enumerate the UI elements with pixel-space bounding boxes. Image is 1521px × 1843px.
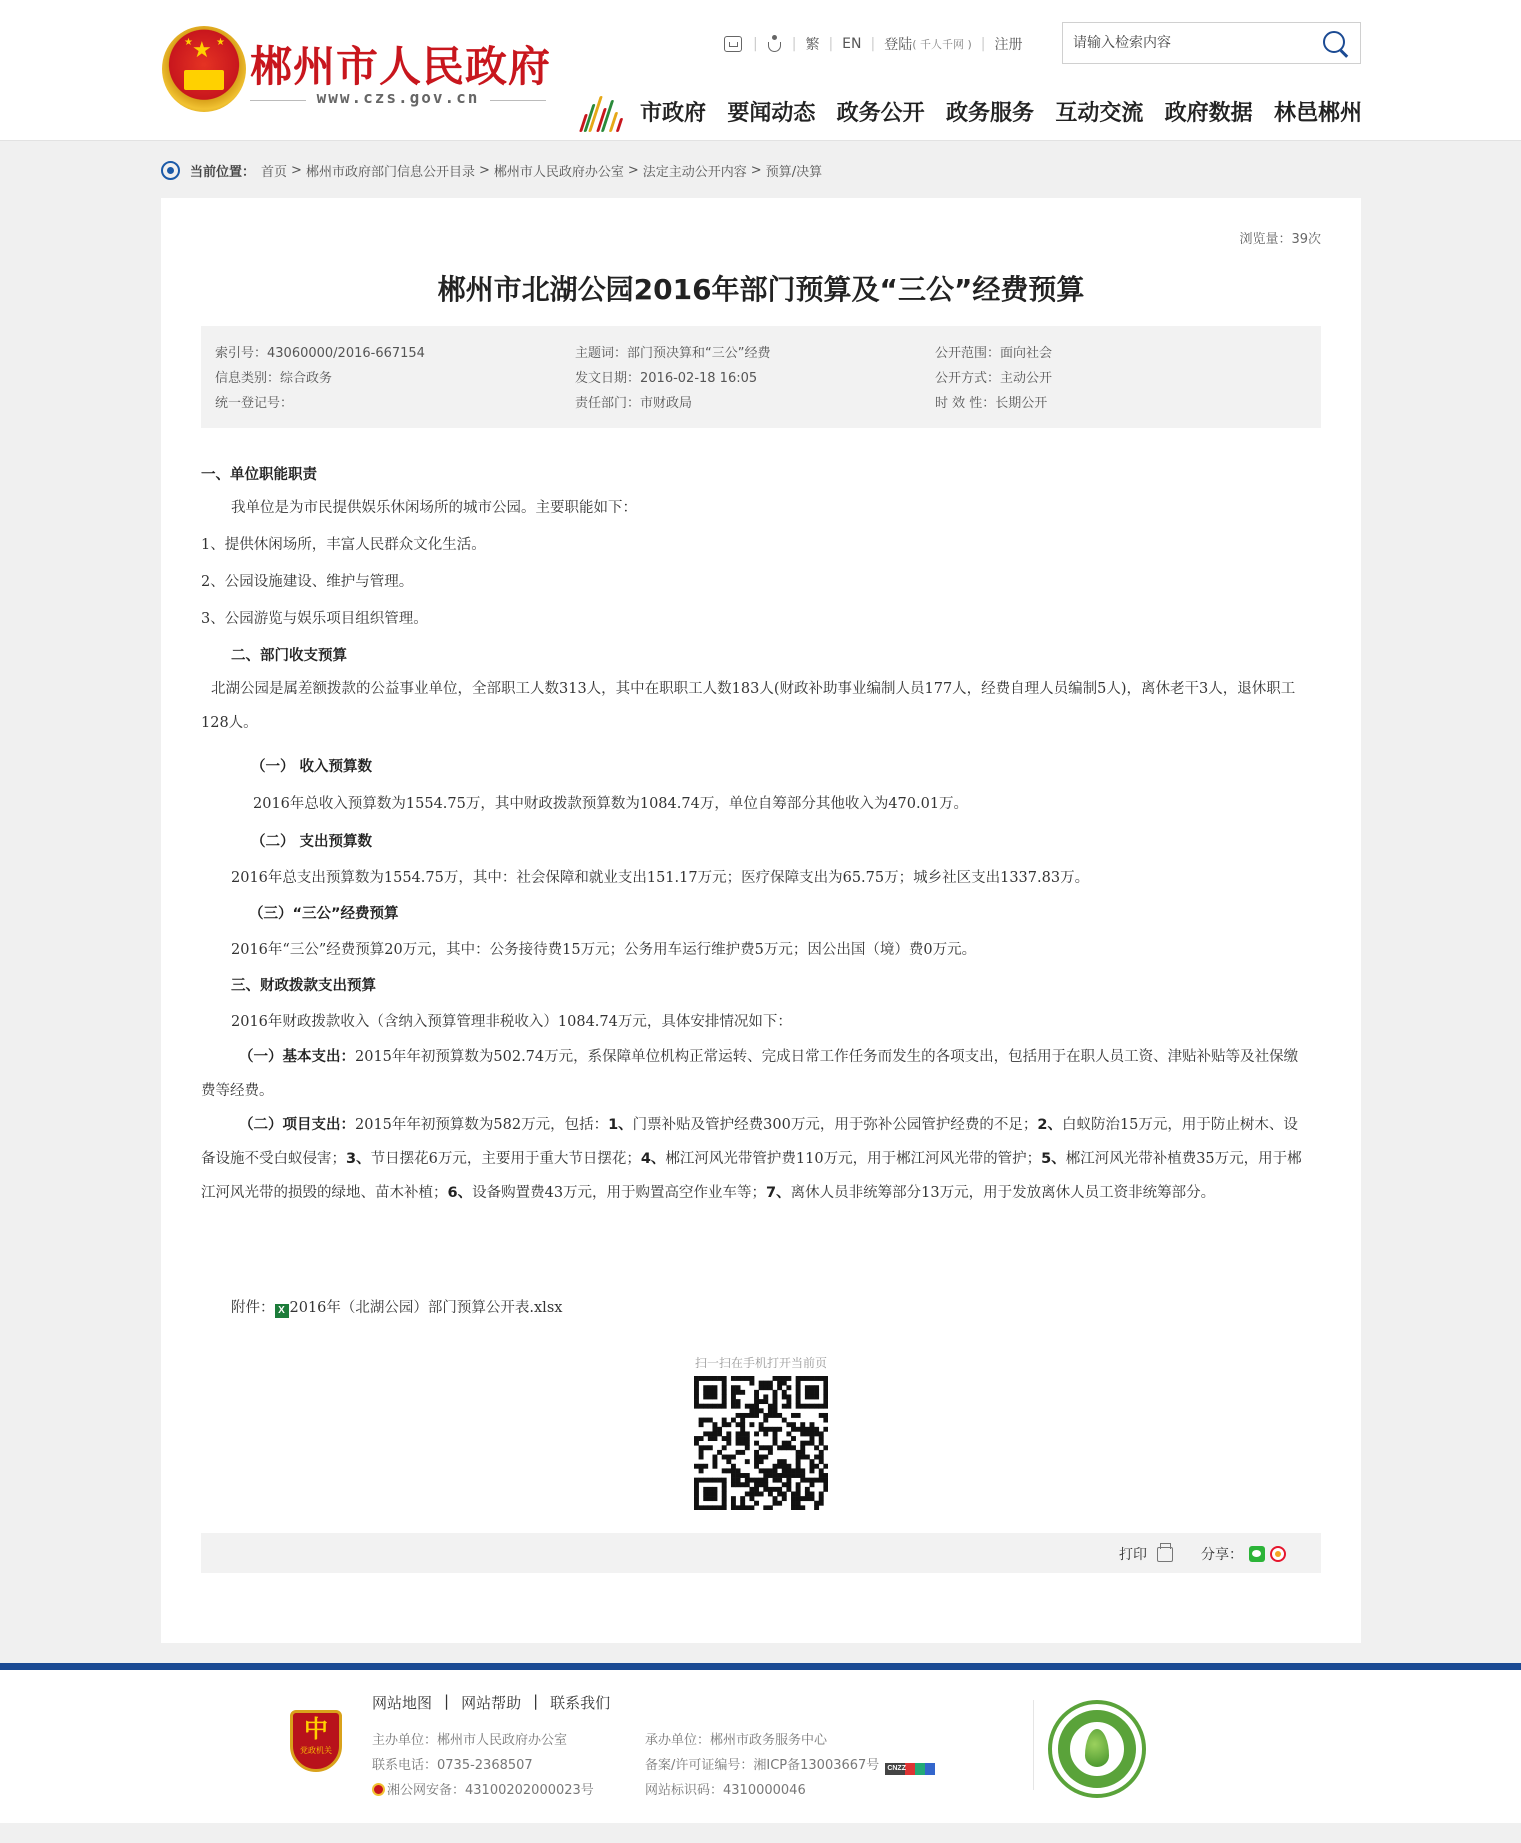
- footer-divider: [0, 1663, 1521, 1670]
- share-area: [1201, 1544, 1286, 1564]
- nav-item-news[interactable]: 要闻动态: [727, 101, 816, 126]
- meta-scope: 公开范围：面向社会: [935, 346, 1053, 361]
- nav-item-disclosure[interactable]: 政务公开: [836, 101, 925, 126]
- article-card: [161, 198, 1361, 1643]
- breadcrumb-label: 当前位置：: [190, 164, 256, 180]
- login-label: 登陆: [884, 37, 913, 53]
- breadcrumb: 当前位置： 首页 > 郴州市政府部门信息公开目录 > 郴州市人民政府办公室 > 法定主动公开内容 > 预算/决算: [161, 160, 822, 180]
- footer-police[interactable]: 湘公网安备：43100202000023号: [372, 1779, 594, 1798]
- qr-label: 扫一扫在手机打开当前页: [694, 1356, 827, 1370]
- meta-method: 公开方式：主动公开: [935, 371, 1053, 386]
- excel-file-icon: X: [275, 1304, 289, 1318]
- search-input[interactable]: [1063, 23, 1313, 63]
- paragraph: 2、公园设施建设、维护与管理。: [201, 574, 414, 590]
- national-emblem-logo[interactable]: ★ ★ ★: [162, 26, 246, 112]
- attachment-link[interactable]: 2016年（北湖公园）部门预算公开表.xlsx: [289, 1300, 563, 1316]
- footer-site-code: 网站标识码：4310000046: [645, 1783, 806, 1798]
- site-footer: [0, 1670, 1521, 1823]
- top-links: | | 繁 | EN | 登陆 ( 千人千网 ) | 注册: [724, 34, 1023, 54]
- main-nav: [640, 96, 1362, 127]
- section-heading: 二、部门收支预算: [231, 648, 347, 664]
- breadcrumb-directory[interactable]: 郴州市政府部门信息公开目录: [305, 164, 475, 180]
- footer-link-contact[interactable]: 联系我们: [550, 1694, 611, 1712]
- cnzz-icon[interactable]: CNZZ: [885, 1763, 935, 1775]
- nav-item-government[interactable]: 市政府: [640, 101, 707, 126]
- footer-organizer: 承办单位：郴州市政务服务中心: [645, 1733, 828, 1748]
- meta-category: 信息类别：综合政务: [215, 371, 333, 386]
- paragraph: 2016年总支出预算数为1554.75万，其中：社会保障和就业支出151.17万元；医疗保障支出为65.75万；城乡社区支出1337.83万。: [231, 870, 1090, 886]
- footer-host: 主办单位：郴州市人民政府办公室: [372, 1733, 568, 1748]
- location-pin-icon: [161, 161, 180, 180]
- nav-item-data[interactable]: 政府数据: [1164, 101, 1253, 126]
- meta-keywords: 主题词：部门预决算和“三公”经费: [575, 346, 771, 361]
- paragraph: 2016年财政拨款收入（含纳入预算管理非税收入）1084.74万元，具体安排情况如下：: [231, 1014, 792, 1030]
- paragraph: 3、公园游览与娱乐项目组织管理。: [201, 611, 428, 627]
- footer-links: 网站地图 | 网站帮助 | 联系我们: [372, 1692, 611, 1712]
- printer-icon: [1157, 1547, 1173, 1562]
- paragraph: 2016年“三公”经费预算20万元，其中：公务接待费15万元；公务用车运行维护费5万元；因公出国（境）费0万元。: [231, 942, 977, 958]
- site-title[interactable]: 郴州市人民政府: [250, 42, 552, 91]
- subsection-heading: （二） 支出预算数: [251, 834, 373, 850]
- qr-code: [694, 1376, 828, 1510]
- traditional-chinese-link[interactable]: 繁: [805, 37, 820, 53]
- attachment-label: 附件：: [231, 1300, 275, 1316]
- english-link[interactable]: EN: [842, 36, 862, 52]
- breadcrumb-office[interactable]: 郴州市人民政府办公室: [493, 164, 624, 180]
- footer-link-sitemap[interactable]: 网站地图: [372, 1694, 433, 1712]
- civilized-website-badge[interactable]: [1048, 1700, 1146, 1798]
- footer-phone: 联系电话：0735-2368507: [372, 1758, 533, 1773]
- barrier-free-icon[interactable]: [724, 36, 742, 52]
- search-box: [1062, 22, 1361, 64]
- meta-dept: 责任部门：市财政局: [575, 396, 693, 411]
- footer-icp[interactable]: 备案/许可证编号：湘ICP备13003667号 CNZZ: [645, 1754, 935, 1775]
- paragraph: 2016年总收入预算数为1554.75万，其中财政拨款预算数为1084.74万，单位自筹部分其他收入为470.01万。: [253, 796, 969, 812]
- meta-validity: 时 效 性：长期公开: [935, 396, 1048, 411]
- login-sub-label: ( 千人千网 ): [912, 38, 972, 51]
- share-label: 分享：: [1201, 1547, 1243, 1563]
- paragraph: 我单位是为市民提供娱乐休闲场所的城市公园。主要职能如下：: [231, 500, 637, 516]
- register-link[interactable]: 注册: [994, 37, 1023, 53]
- subsection-heading: （一） 收入预算数: [251, 759, 373, 775]
- nav-item-services[interactable]: 政务服务: [945, 101, 1034, 126]
- meta-reg-no: 统一登记号：: [215, 396, 294, 411]
- site-header: [0, 0, 1521, 141]
- footer-link-help[interactable]: 网站帮助: [461, 1694, 522, 1712]
- section-heading: 三、财政拨款支出预算: [231, 978, 376, 994]
- breadcrumb-statutory[interactable]: 法定主动公开内容: [642, 164, 747, 180]
- share-bar: [201, 1533, 1321, 1573]
- paragraph: 北湖公园是属差额拨款的公益事业单位，全部职工人数313人，其中在职职工人数183人(财政补助事业编制人员177人，经费自理人员编制5人)，离休老干3人，退休职工128人。: [201, 681, 1296, 731]
- police-badge-icon: [372, 1783, 385, 1796]
- article-title: 郴州市北湖公园2016年部门预算及“三公”经费预算: [437, 273, 1085, 306]
- paragraph: （一）基本支出：2015年年初预算数为502.74万元，系保障单位机构正常运转、完成日常工作任务而发生的各项支出，包括用于在职人员工资、津贴补贴等及社保缴费等经费。: [201, 1049, 1299, 1099]
- nav-item-linyi[interactable]: 林邑郴州: [1273, 101, 1362, 126]
- search-icon[interactable]: [1322, 30, 1350, 58]
- subsection-heading: （三）“三公”经费预算: [249, 906, 399, 922]
- meta-date: 发文日期：2016-02-18 16:05: [575, 371, 758, 386]
- print-button[interactable]: 打印: [1119, 1544, 1173, 1564]
- meta-index-no: 索引号：43060000/2016-667154: [215, 346, 425, 361]
- weibo-icon[interactable]: [1270, 1546, 1286, 1562]
- article-meta: [201, 326, 1321, 428]
- login-link[interactable]: [884, 34, 972, 54]
- breadcrumb-home[interactable]: 首页: [261, 164, 288, 180]
- wechat-icon[interactable]: [1249, 1546, 1265, 1562]
- party-government-badge[interactable]: 中 党政机关: [290, 1710, 342, 1772]
- section-heading: 一、单位职能职责: [201, 467, 317, 483]
- paragraph: （二）项目支出：2015年年初预算数为582万元，包括：1、门票补贴及管护经费300万元，用于弥补公园管护经费的不足；2、白蚁防治15万元，用于防止树木、设备设施不受白蚁侵害；3、节日摆花6万元，主要用于重大节日摆花；4、郴江河风光带管护费110万元，用于郴江河风光带的管护；5、郴江河风光带补植费35万元，用于郴江河风光带的损毁的绿地、苗木补植；6、设备购置费43万元，用于购置高空作业车等；7、离休人员非统筹部分13万元，用于发放离休人员工资非统筹部分。: [201, 1117, 1302, 1201]
- site-url: www.czs.gov.cn: [250, 88, 546, 112]
- attachment-row: [231, 1296, 1341, 1320]
- paragraph: 1、提供休闲场所，丰富人民群众文化生活。: [201, 537, 486, 553]
- breadcrumb-budget[interactable]: 预算/决算: [765, 164, 823, 180]
- nav-item-interaction[interactable]: 互动交流: [1055, 101, 1144, 126]
- accessibility-icon[interactable]: [767, 35, 783, 53]
- view-count: 浏览量：39次: [1239, 232, 1321, 247]
- nav-logo-icon: [576, 92, 628, 136]
